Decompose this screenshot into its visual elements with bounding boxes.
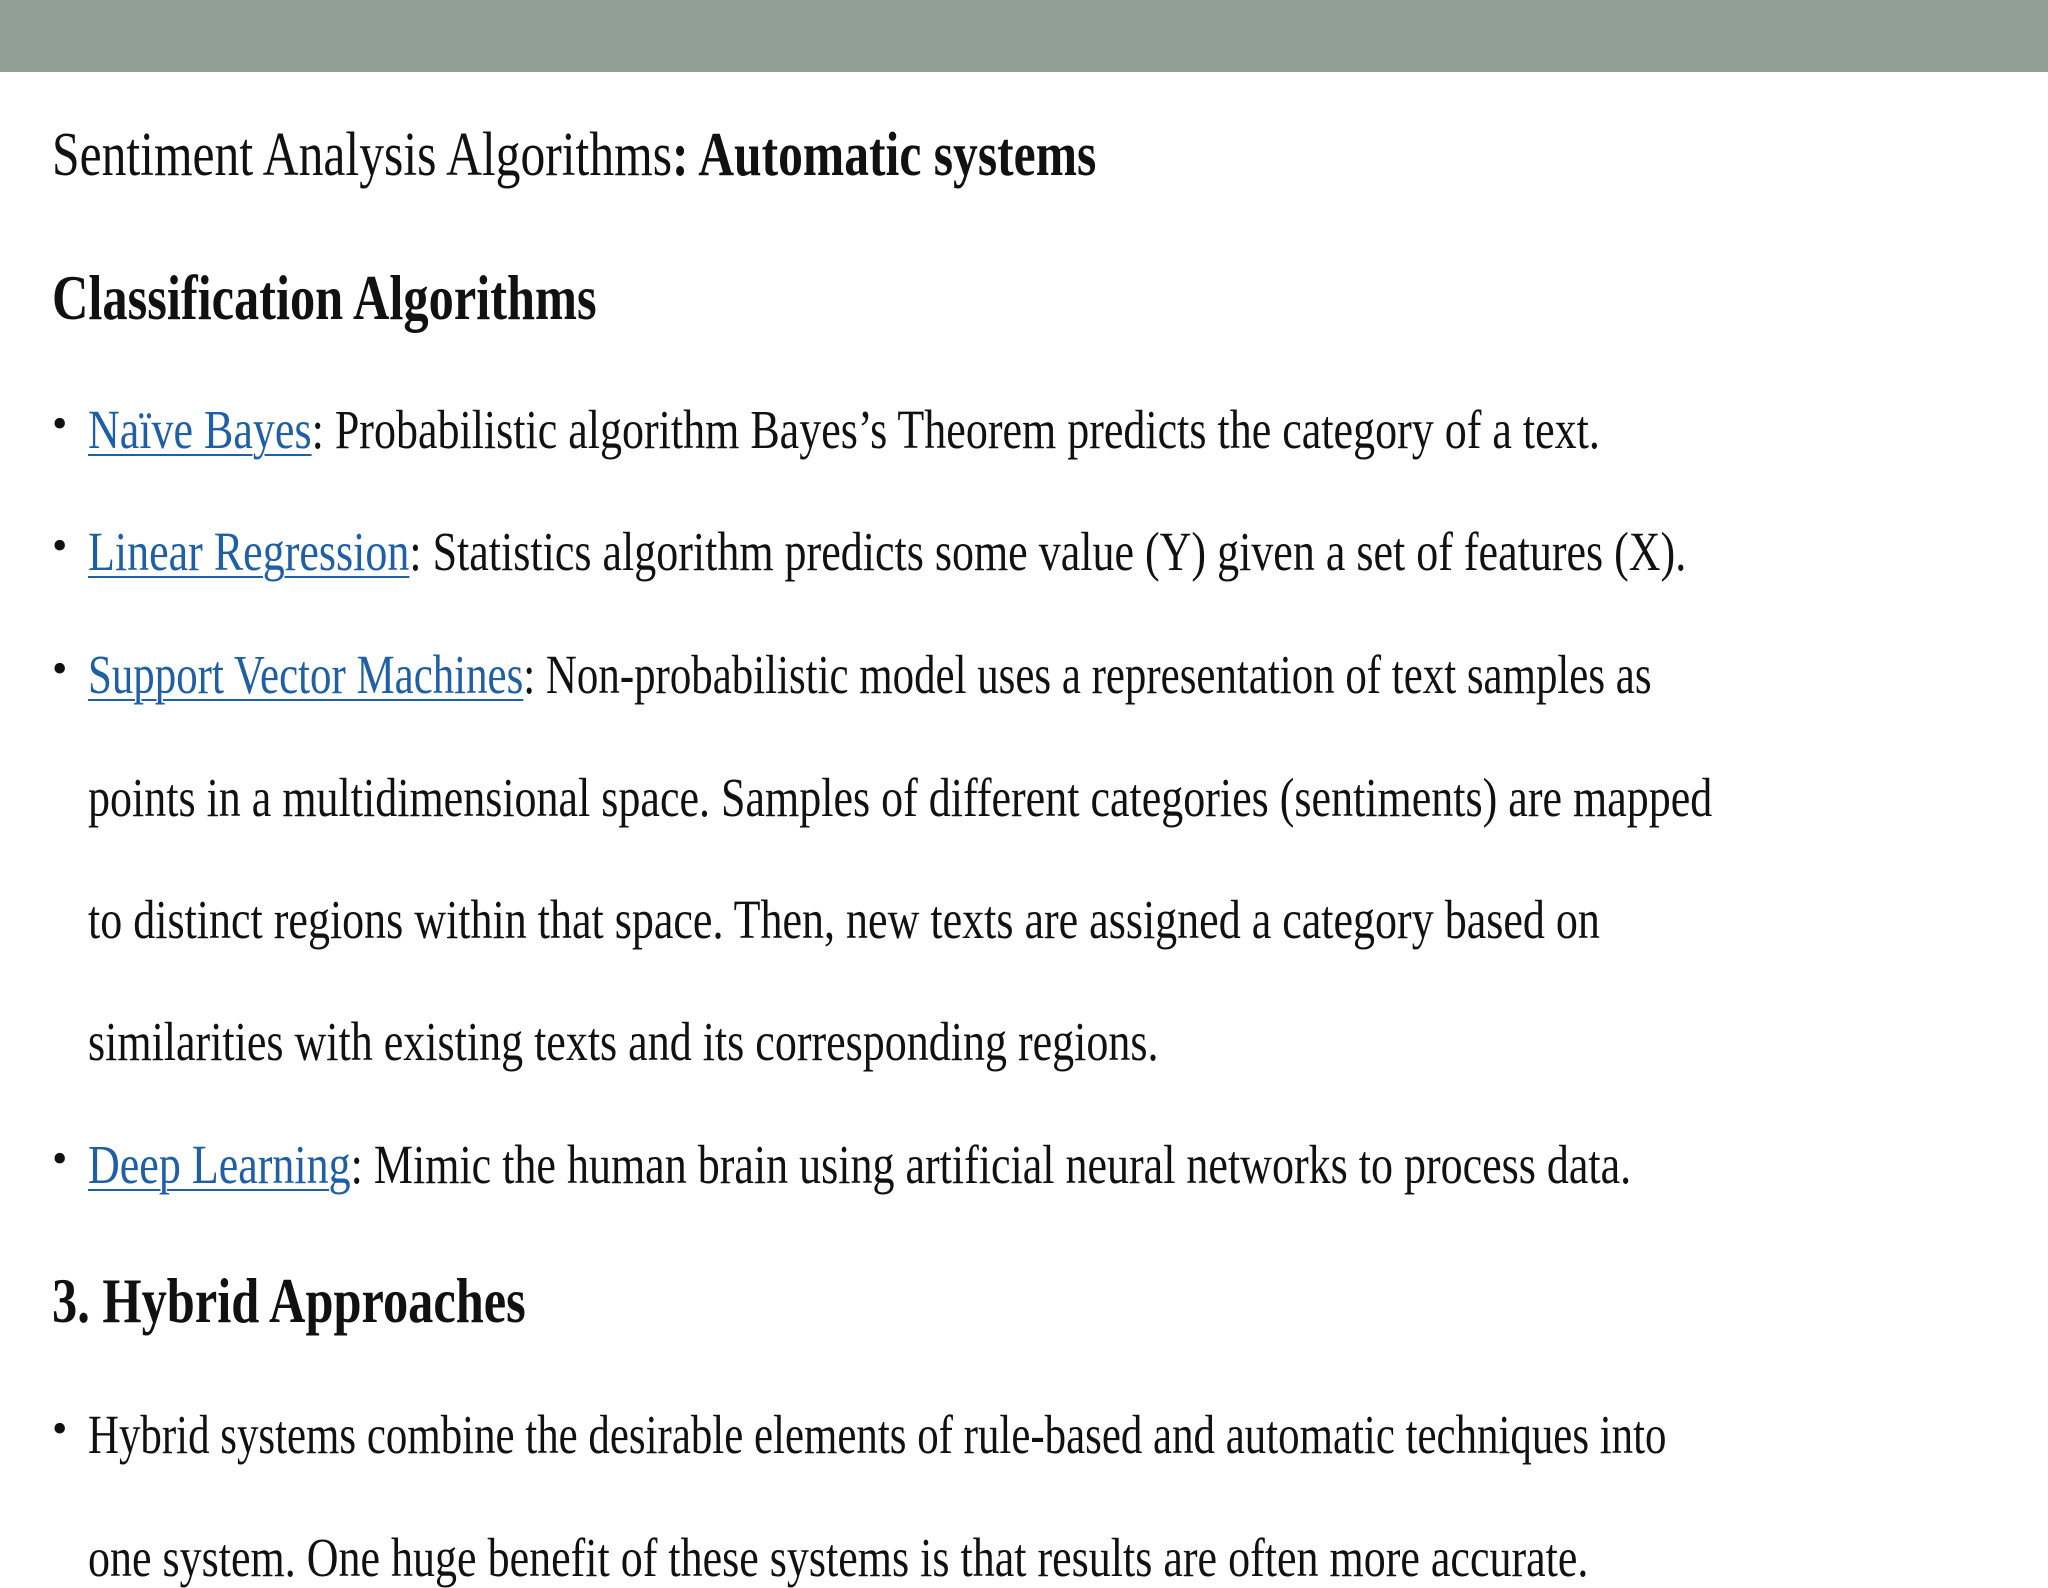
bullet-description: : Probabilistic algorithm Bayes’s Theorem predicts the category of a text. (311, 399, 1600, 460)
bullet-description: : Mimic the human brain using artificial neural networks to process data. (350, 1134, 1632, 1195)
bullet-icon: • (52, 644, 68, 693)
bullet-continuation-line: points in a multidimensional space. Samples of different categories (sentiments) are mapped (88, 767, 1713, 828)
bullet-description: : Statistics algorithm predicts some value (Y) given a set of features (X). (409, 521, 1687, 582)
bullet-icon: • (52, 521, 68, 570)
bullet-text (88, 644, 1652, 705)
slide-content (52, 72, 2016, 1588)
bullet-description: : Non-probabilistic model uses a representation of text samples as (523, 644, 1652, 705)
bullet-text (88, 1134, 1632, 1195)
section-heading: Classification Algorithms (52, 263, 597, 333)
bullet-text (88, 399, 1600, 460)
hybrid-heading: 3. Hybrid Approaches (52, 1266, 526, 1336)
bullet-icon: • (52, 399, 68, 448)
bullet-continuation-line: to distinct regions within that space. Then, new texts are assigned a category based on (88, 889, 1600, 950)
link-linear-regression[interactable]: Linear Regression (88, 521, 410, 582)
title-bold: : Automatic systems (672, 121, 1097, 189)
bullet-continuation-line: similarities with existing texts and its corresponding regions. (88, 1011, 1159, 1072)
bullet-icon: • (52, 1134, 68, 1183)
link-naive-bayes[interactable]: Naïve Bayes (88, 399, 312, 460)
slide-title (52, 121, 1097, 189)
top-banner (0, 0, 2048, 72)
title-regular: Sentiment Analysis Algorithms (52, 121, 673, 189)
link-support-vector-machines[interactable]: Support Vector Machines (88, 644, 524, 705)
bullet-text (88, 521, 1687, 582)
cut-off-text-line: one system. One huge benefit of these systems is that results are often more accurate. (88, 1527, 1589, 1588)
link-deep-learning[interactable]: Deep Learning (88, 1134, 351, 1195)
bullet-text: Hybrid systems combine the desirable elements of rule-based and automatic techniques into (88, 1404, 1667, 1465)
bullet-icon: • (52, 1404, 68, 1453)
